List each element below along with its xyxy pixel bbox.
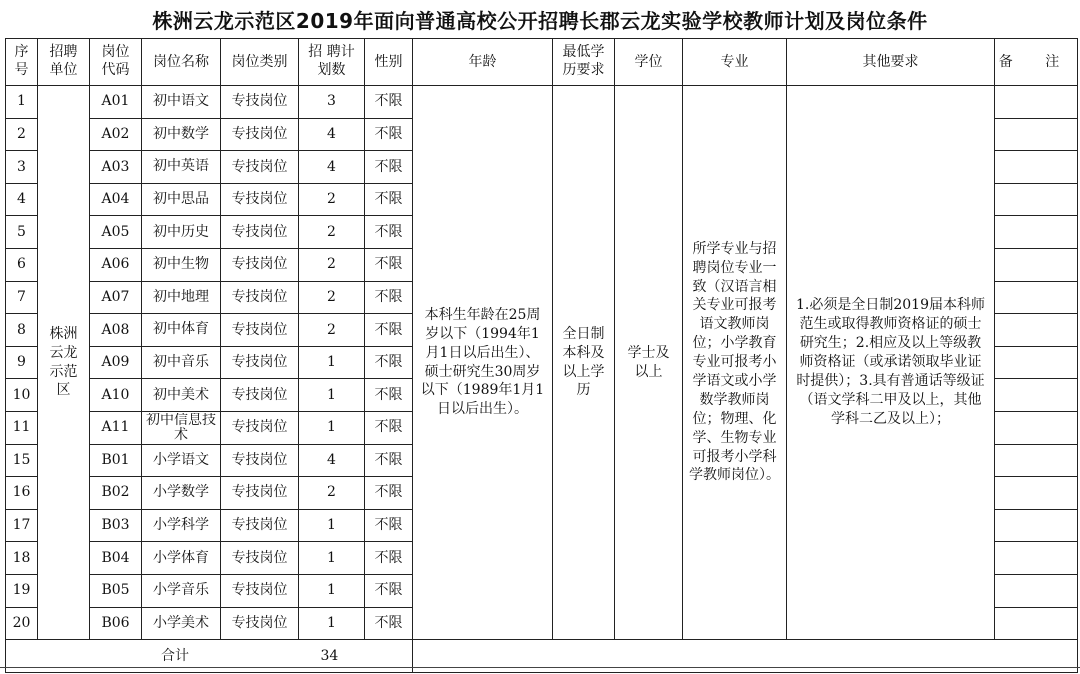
cell-name: 初中思品 [142, 183, 221, 216]
cell-code: B06 [90, 607, 142, 640]
cell-seq: 3 [6, 151, 38, 184]
cell-code: B02 [90, 477, 142, 510]
cell-seq: 1 [6, 86, 38, 119]
cell-seq: 5 [6, 216, 38, 249]
cell-category: 专技岗位 [221, 346, 299, 379]
cell-code: A10 [90, 379, 142, 412]
cell-code: A07 [90, 281, 142, 314]
cell-count: 4 [299, 118, 365, 151]
cell-name: 小学数学 [142, 477, 221, 510]
cell-count: 2 [299, 216, 365, 249]
document-title: 株洲云龙示范区2019年面向普通高校公开招聘长郡云龙实验学校教师计划及岗位条件 [152, 8, 928, 33]
cell-major: 所学专业与招聘岗位专业一致（汉语言相关专业可报考语文教师岗位；小学教育专业可报考小学语文或小学数学教师岗位；物理、化学、生物专业可报考小学科学教师岗位）。 [683, 86, 787, 640]
header-seq: 序号 [6, 39, 38, 86]
cell-code: A04 [90, 183, 142, 216]
cell-category: 专技岗位 [221, 574, 299, 607]
cell-code: B01 [90, 444, 142, 477]
cell-category: 专技岗位 [221, 281, 299, 314]
cell-count: 2 [299, 183, 365, 216]
cell-name: 小学美术 [142, 607, 221, 640]
cell-category: 专技岗位 [221, 477, 299, 510]
cell-count: 1 [299, 574, 365, 607]
cell-category: 专技岗位 [221, 379, 299, 412]
cell-gender: 不限 [365, 216, 413, 249]
cell-seq: 20 [6, 607, 38, 640]
header-remarks: 备 注 [995, 39, 1078, 86]
bottom-rule [0, 667, 1080, 668]
total-label: 合计 [6, 640, 299, 673]
cell-remarks [995, 444, 1078, 477]
cell-seq: 15 [6, 444, 38, 477]
header-age: 年龄 [413, 39, 553, 86]
cell-gender: 不限 [365, 574, 413, 607]
header-code: 岗位代码 [90, 39, 142, 86]
header-degree: 学位 [615, 39, 683, 86]
cell-name: 初中英语 [142, 151, 221, 184]
cell-gender: 不限 [365, 183, 413, 216]
header-category: 岗位类别 [221, 39, 299, 86]
cell-gender: 不限 [365, 444, 413, 477]
cell-name: 初中美术 [142, 379, 221, 412]
cell-category: 专技岗位 [221, 444, 299, 477]
cell-seq: 7 [6, 281, 38, 314]
cell-count: 1 [299, 379, 365, 412]
cell-remarks [995, 574, 1078, 607]
cell-remarks [995, 379, 1078, 412]
cell-gender: 不限 [365, 542, 413, 575]
cell-seq: 4 [6, 183, 38, 216]
cell-category: 专技岗位 [221, 248, 299, 281]
cell-count: 4 [299, 151, 365, 184]
cell-count: 2 [299, 248, 365, 281]
header-row [6, 39, 1078, 86]
cell-remarks [995, 216, 1078, 249]
cell-count: 4 [299, 444, 365, 477]
total-value: 34 [299, 640, 413, 673]
cell-category: 专技岗位 [221, 118, 299, 151]
cell-name: 小学语文 [142, 444, 221, 477]
cell-name: 小学科学 [142, 509, 221, 542]
cell-category: 专技岗位 [221, 542, 299, 575]
cell-count: 1 [299, 346, 365, 379]
cell-code: B05 [90, 574, 142, 607]
cell-remarks [995, 118, 1078, 151]
cell-seq: 10 [6, 379, 38, 412]
cell-seq: 19 [6, 574, 38, 607]
cell-remarks [995, 314, 1078, 347]
cell-name: 小学体育 [142, 542, 221, 575]
header-gender: 性别 [365, 39, 413, 86]
cell-remarks [995, 183, 1078, 216]
cell-remarks [995, 509, 1078, 542]
cell-count: 1 [299, 607, 365, 640]
cell-remarks [995, 281, 1078, 314]
cell-category: 专技岗位 [221, 314, 299, 347]
cell-remarks [995, 477, 1078, 510]
header-other: 其他要求 [787, 39, 995, 86]
cell-age: 本科生年龄在25周岁以下（1994年1月1日以后出生）、硕士研究生30周岁以下（1989年1月1日以后出生）。 [413, 86, 553, 640]
cell-name: 初中体育 [142, 314, 221, 347]
cell-gender: 不限 [365, 346, 413, 379]
cell-count: 1 [299, 411, 365, 444]
cell-other: 1.必须是全日制2019届本科师范生或取得教师资格证的硕士研究生；2.相应及以上等级教师资格证（或承诺领取毕业证时提供）；3.具有普通话等级证（语文学科二甲及以上，其他学科二乙及以上）； [787, 86, 995, 640]
cell-code: B03 [90, 509, 142, 542]
cell-name: 初中音乐 [142, 346, 221, 379]
cell-name: 初中语文 [142, 86, 221, 119]
cell-category: 专技岗位 [221, 86, 299, 119]
cell-remarks [995, 542, 1078, 575]
cell-gender: 不限 [365, 411, 413, 444]
cell-category: 专技岗位 [221, 607, 299, 640]
cell-code: A06 [90, 248, 142, 281]
cell-code: B04 [90, 542, 142, 575]
cell-seq: 16 [6, 477, 38, 510]
cell-gender: 不限 [365, 248, 413, 281]
header-major: 专业 [683, 39, 787, 86]
cell-count: 1 [299, 542, 365, 575]
cell-remarks [995, 411, 1078, 444]
cell-gender: 不限 [365, 379, 413, 412]
cell-gender: 不限 [365, 509, 413, 542]
cell-count: 1 [299, 509, 365, 542]
header-name: 岗位名称 [142, 39, 221, 86]
cell-gender: 不限 [365, 607, 413, 640]
cell-count: 2 [299, 281, 365, 314]
cell-code: A03 [90, 151, 142, 184]
cell-seq: 6 [6, 248, 38, 281]
cell-name: 初中生物 [142, 248, 221, 281]
table-row [6, 86, 1078, 119]
cell-name: 初中信息技术 [142, 411, 221, 444]
cell-code: A09 [90, 346, 142, 379]
cell-remarks [995, 248, 1078, 281]
cell-count: 2 [299, 314, 365, 347]
cell-category: 专技岗位 [221, 411, 299, 444]
cell-code: A05 [90, 216, 142, 249]
cell-category: 专技岗位 [221, 183, 299, 216]
cell-gender: 不限 [365, 151, 413, 184]
cell-name: 初中数学 [142, 118, 221, 151]
cell-gender: 不限 [365, 477, 413, 510]
cell-code: A11 [90, 411, 142, 444]
cell-seq: 9 [6, 346, 38, 379]
cell-seq: 11 [6, 411, 38, 444]
cell-remarks [995, 346, 1078, 379]
cell-code: A08 [90, 314, 142, 347]
cell-degree: 学士及以上 [615, 86, 683, 640]
cell-unit: 株洲云龙示范区 [38, 86, 90, 640]
header-count: 招 聘计划数 [299, 39, 365, 86]
cell-category: 专技岗位 [221, 151, 299, 184]
cell-gender: 不限 [365, 314, 413, 347]
recruitment-table [5, 38, 1078, 673]
cell-gender: 不限 [365, 86, 413, 119]
cell-remarks [995, 86, 1078, 119]
cell-gender: 不限 [365, 118, 413, 151]
cell-code: A02 [90, 118, 142, 151]
cell-remarks [995, 607, 1078, 640]
header-unit: 招聘单位 [38, 39, 90, 86]
cell-remarks [995, 151, 1078, 184]
cell-seq: 8 [6, 314, 38, 347]
cell-code: A01 [90, 86, 142, 119]
cell-name: 小学音乐 [142, 574, 221, 607]
cell-category: 专技岗位 [221, 509, 299, 542]
header-education: 最低学历要求 [553, 39, 615, 86]
cell-education: 全日制本科及以上学历 [553, 86, 615, 640]
cell-seq: 2 [6, 118, 38, 151]
cell-seq: 18 [6, 542, 38, 575]
cell-gender: 不限 [365, 281, 413, 314]
cell-name: 初中历史 [142, 216, 221, 249]
cell-category: 专技岗位 [221, 216, 299, 249]
cell-count: 2 [299, 477, 365, 510]
cell-count: 3 [299, 86, 365, 119]
cell-seq: 17 [6, 509, 38, 542]
cell-name: 初中地理 [142, 281, 221, 314]
